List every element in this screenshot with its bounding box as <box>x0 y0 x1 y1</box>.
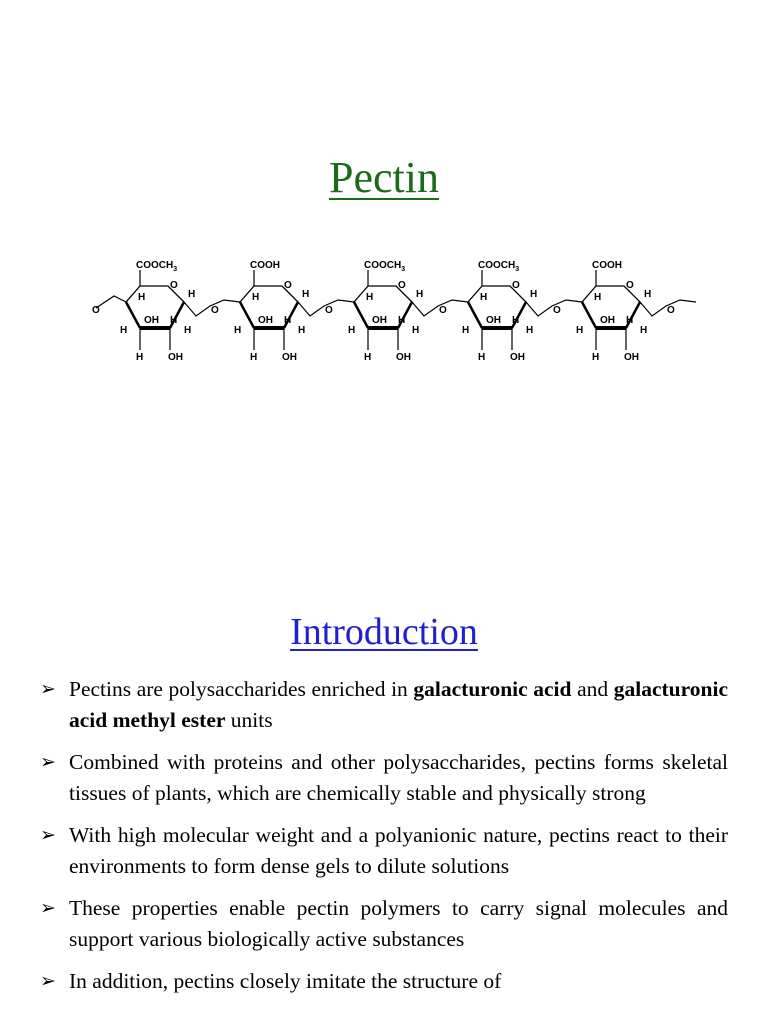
hydrogen-label: H <box>644 289 652 300</box>
hydrogen-label: H <box>234 325 242 336</box>
link-oxygen-label: O <box>92 305 100 316</box>
substituent-text: COOCH <box>136 260 174 271</box>
substituent-label <box>364 260 405 273</box>
substituent-text: COOCH <box>478 260 516 271</box>
hydrogen-label: H <box>480 292 488 303</box>
bullet-text: and <box>571 677 614 701</box>
link-oxygen-label: O <box>211 305 219 316</box>
slide-introduction <box>0 560 768 1024</box>
hydroxyl-label: OH <box>510 352 525 363</box>
substituent-subscript: 3 <box>173 266 178 273</box>
chain-end-bond <box>96 296 126 308</box>
hydrogen-label: H <box>120 325 128 336</box>
link-oxygen-label: O <box>553 305 561 316</box>
bullet-item <box>40 674 728 736</box>
ring-oxygen-label: O <box>512 280 520 291</box>
hydroxyl-label: OH <box>624 352 639 363</box>
substituent-label <box>136 260 177 273</box>
hydroxyl-label: OH <box>600 315 615 326</box>
bullet-item <box>40 820 728 882</box>
bullet-item <box>40 966 728 997</box>
hydrogen-label: H <box>594 292 602 303</box>
hydrogen-label: H <box>512 315 520 326</box>
bullet-text: These properties enable pectin polymers to carry signal molecules and support various biologically active substances <box>69 896 728 951</box>
ring-bold-bond <box>240 302 254 328</box>
substituent-label <box>592 260 622 271</box>
hydrogen-label: H <box>398 315 406 326</box>
hydroxyl-label: OH <box>168 352 183 363</box>
bullet-arrow-icon: ➢ <box>40 824 56 846</box>
bullet-arrow-icon: ➢ <box>40 678 56 700</box>
hydrogen-label: H <box>366 292 374 303</box>
pectin-structure-diagram <box>90 250 700 370</box>
hydrogen-label: H <box>412 325 420 336</box>
hydroxyl-label: OH <box>282 352 297 363</box>
slide-title: Pectin <box>329 153 439 202</box>
hydrogen-label: H <box>576 325 584 336</box>
section-title: Introduction <box>290 611 478 653</box>
hydroxyl-label: OH <box>372 315 387 326</box>
hydrogen-label: H <box>136 352 144 363</box>
hydrogen-label: H <box>170 315 178 326</box>
bullet-text: With high molecular weight and a polyanionic nature, pectins react to their environments to form dense gels to dilute solutions <box>69 823 728 878</box>
hydrogen-label: H <box>640 325 648 336</box>
ring-bold-bond <box>582 302 596 328</box>
hydrogen-label: H <box>592 352 600 363</box>
bullet-list <box>40 674 728 1008</box>
bullet-text: units <box>225 708 273 732</box>
bullet-text: In addition, pectins closely imitate the structure of <box>69 969 502 993</box>
ring-bold-bond <box>468 302 482 328</box>
substituent-text: COOCH <box>364 260 402 271</box>
hydrogen-label: H <box>626 315 634 326</box>
hydrogen-label: H <box>478 352 486 363</box>
ring-oxygen-label: O <box>398 280 406 291</box>
ring-bold-bond <box>126 302 140 328</box>
bullet-arrow-icon: ➢ <box>40 897 56 919</box>
bullet-item <box>40 893 728 955</box>
hydrogen-label: H <box>252 292 260 303</box>
hydrogen-label: H <box>184 325 192 336</box>
hydrogen-label: H <box>302 289 310 300</box>
hydrogen-label: H <box>250 352 258 363</box>
hydrogen-label: H <box>416 289 424 300</box>
hydrogen-label: H <box>348 325 356 336</box>
hydrogen-label: H <box>188 289 196 300</box>
link-oxygen-label: O <box>325 305 333 316</box>
ring-bold-bond <box>354 302 368 328</box>
hydrogen-label: H <box>138 292 146 303</box>
hydrogen-label: H <box>298 325 306 336</box>
hydrogen-label: H <box>462 325 470 336</box>
substituent-label <box>478 260 519 273</box>
substituent-subscript: 3 <box>401 266 406 273</box>
hydrogen-label: H <box>364 352 372 363</box>
substituent-subscript: 3 <box>515 266 520 273</box>
hydroxyl-label: OH <box>258 315 273 326</box>
hydroxyl-label: OH <box>396 352 411 363</box>
ring-oxygen-label: O <box>626 280 634 291</box>
substituent-label <box>250 260 280 271</box>
bullet-bold-text: galacturonic acid methyl ester <box>69 677 729 732</box>
hydrogen-label: H <box>284 315 292 326</box>
substituent-text: COOH <box>250 260 280 271</box>
hydroxyl-label: OH <box>486 315 501 326</box>
ring-oxygen-label: O <box>284 280 292 291</box>
bullet-item <box>40 747 728 809</box>
hydrogen-label: H <box>530 289 538 300</box>
link-oxygen-label: O <box>667 305 675 316</box>
ring-oxygen-label: O <box>170 280 178 291</box>
bullet-text: Combined with proteins and other polysaccharides, pectins forms skeletal tissues of plants, which are chemically stable and physically strong <box>69 750 728 805</box>
bullet-text: Pectins are polysaccharides enriched in <box>69 677 414 701</box>
bullet-bold-text: galacturonic acid <box>413 677 572 701</box>
hydroxyl-label: OH <box>144 315 159 326</box>
link-oxygen-label: O <box>439 305 447 316</box>
bullet-arrow-icon: ➢ <box>40 970 56 992</box>
hydrogen-label: H <box>526 325 534 336</box>
substituent-text: COOH <box>592 260 622 271</box>
bullet-arrow-icon: ➢ <box>40 751 56 773</box>
